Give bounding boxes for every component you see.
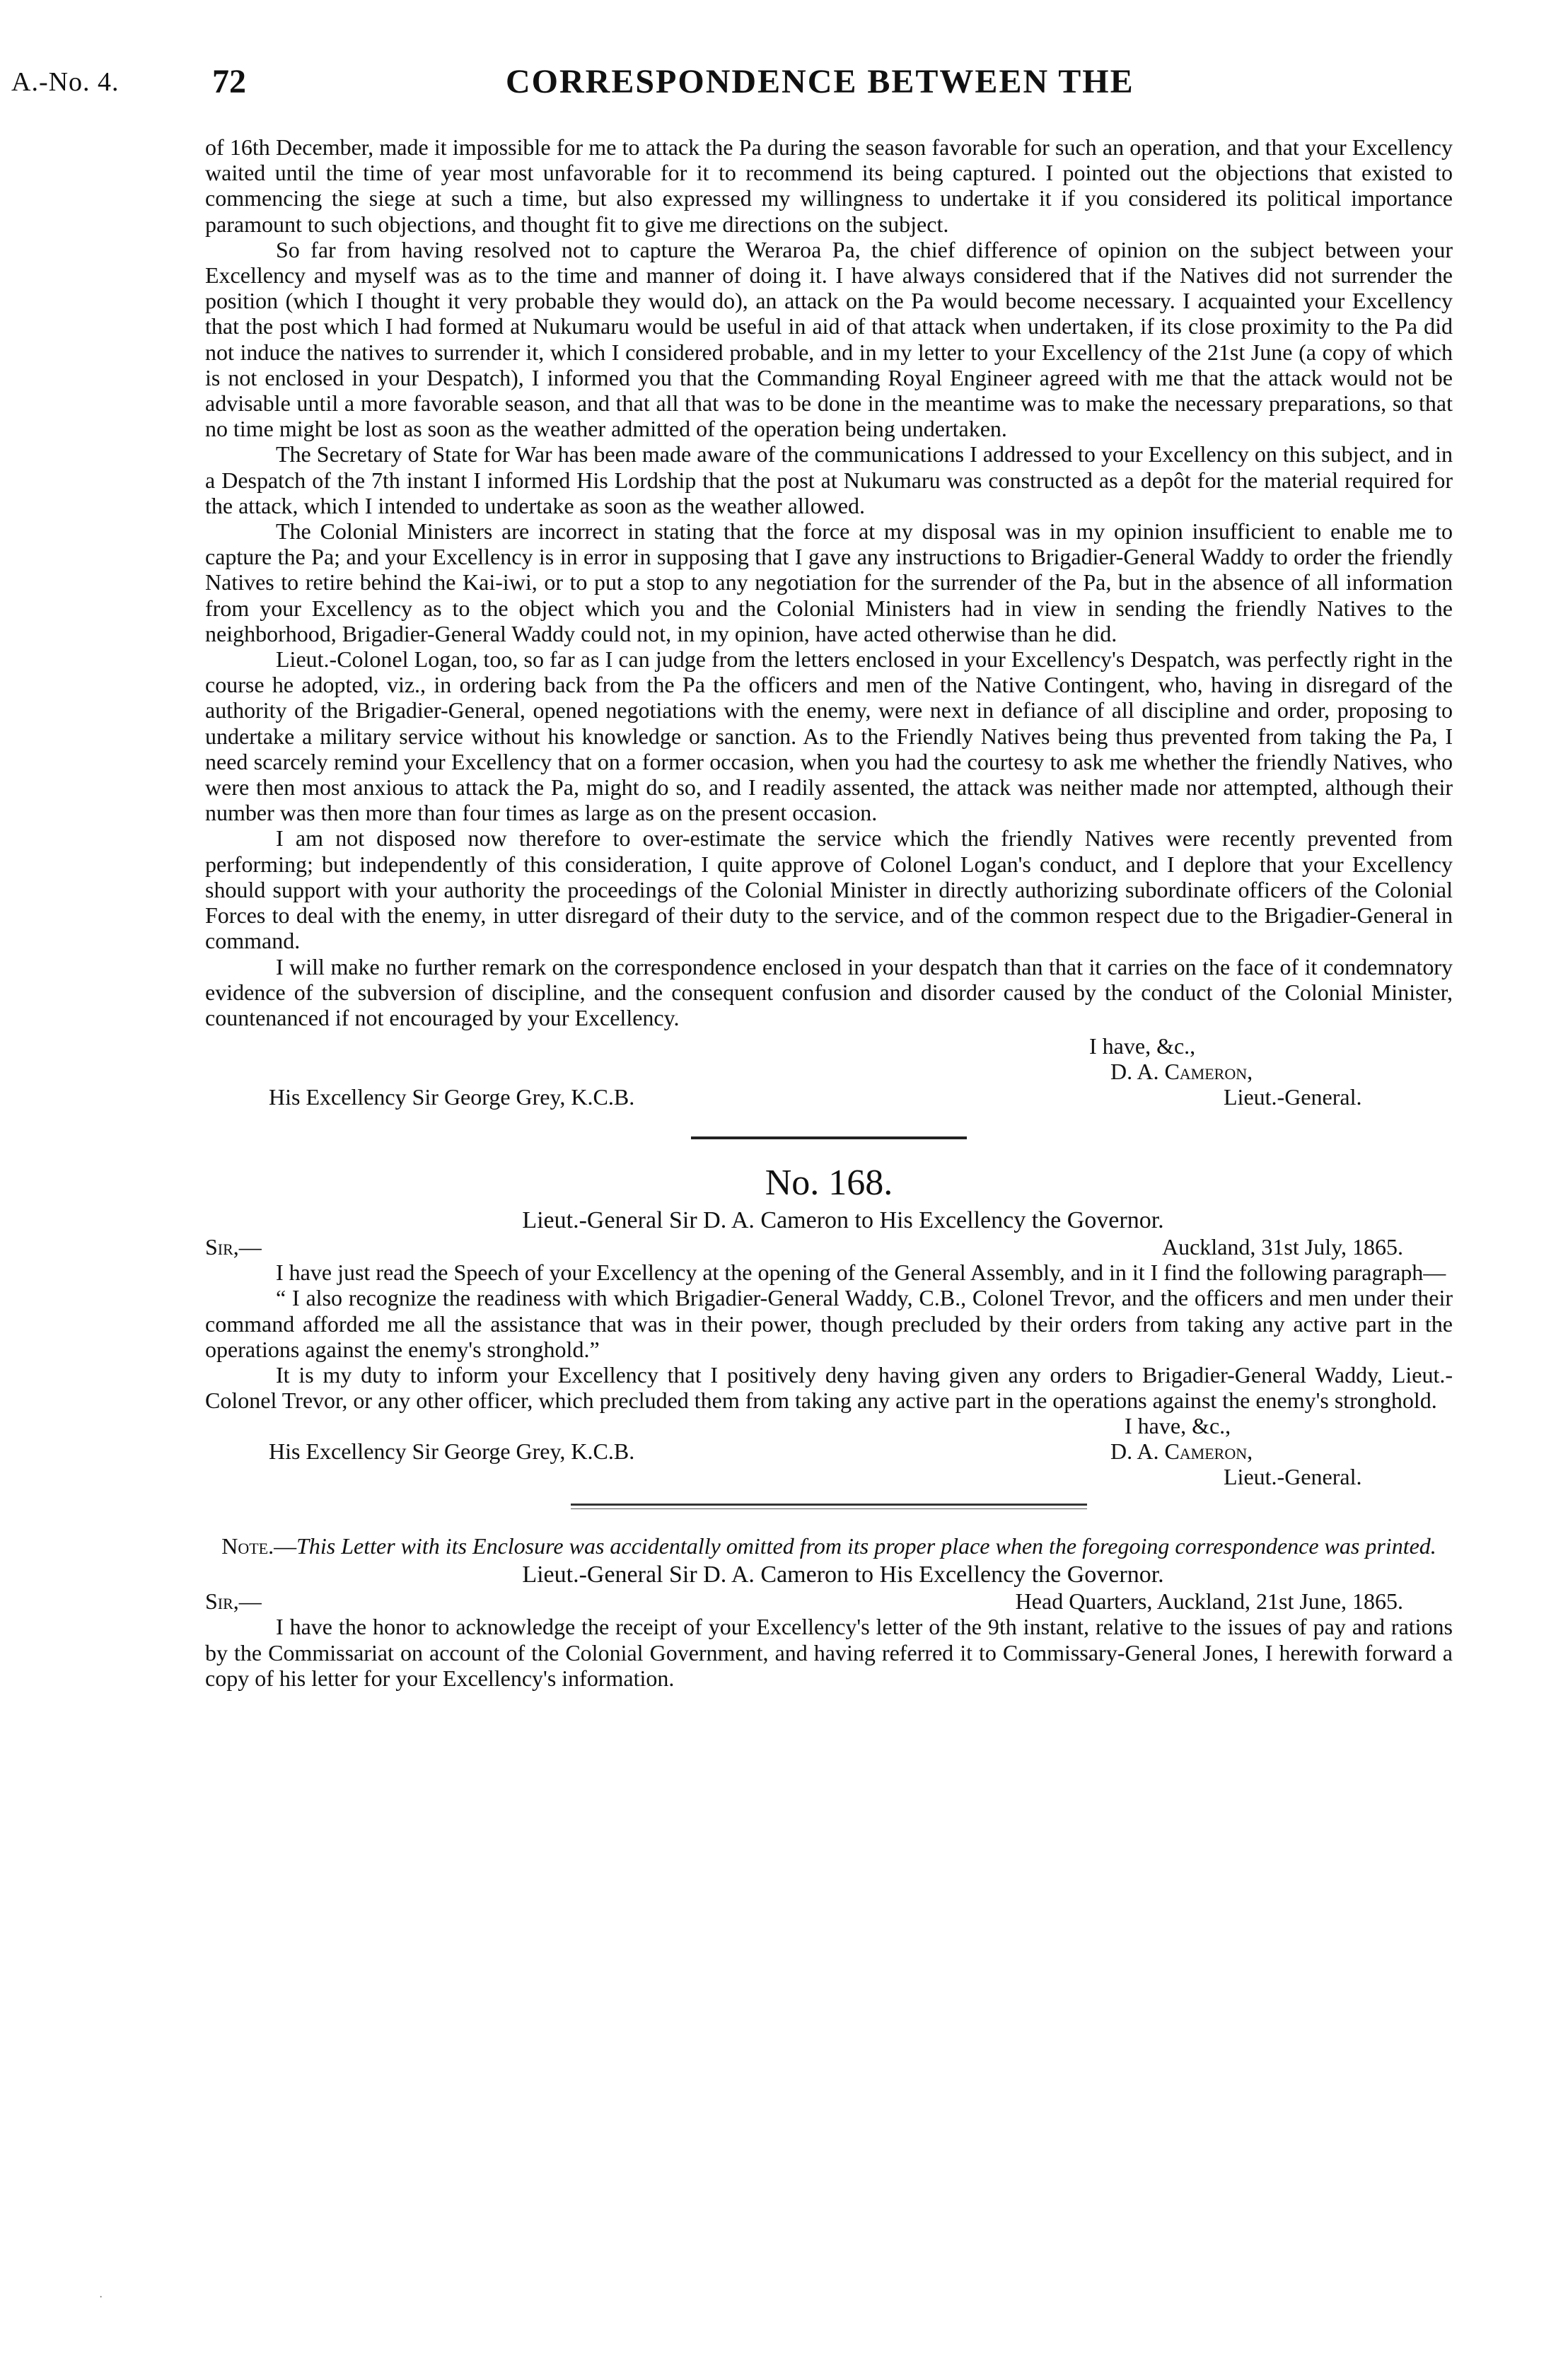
paragraph: of 16th December, made it impossible for me to attack the Pa during the season favorable for such an operation, and that your Excellency waited until the time of year most unfavorable for it to recommend its being captured. I pointed out the objections that existed to commencing the siege at such a time, but also expressed my willingness to undertake it if you considered its political importance paramount to such objections, and thought fit to give me directions on the subject. [205, 134, 1453, 237]
paragraph: I have the honor to acknowledge the receipt of your Excellency's letter of the 9th instant, relative to the issues of pay and rations by the Commissariat on account of the Colonial Government, and having referred it to Commissary-General Jones, I herewith forward a copy of his letter for your Excellency's information. [205, 1614, 1453, 1691]
letter-heading: Lieut.-General Sir D. A. Cameron to His Excellency the Governor. [522, 1562, 1164, 1588]
running-title: CORRESPONDENCE BETWEEN THE [506, 63, 1134, 100]
signatory-name: D. A. Cameron, [1110, 1438, 1253, 1465]
section-divider [571, 1504, 1087, 1506]
paragraph: I am not disposed now therefore to over-estimate the service which the friendly Natives were recently prevented from performing; but independently of this consideration, I quite approve of Colonel Logan's conduct, and I deplore that your Excellency should support with your authority the proceedings of the Colonial Minister in directly authorizing subordinate officers of the Colonial Forces to deal with the enemy, in utter disregard of their duty to the service, and of the common respect due to the Brigadier-General in command. [205, 825, 1453, 954]
note-text: This Letter with its Enclosure was accidentally omitted from its proper place when the foregoing correspondence was printed. [296, 1533, 1436, 1559]
salutation: Sir,— [205, 1588, 262, 1615]
page-number: 72 [212, 63, 246, 100]
paragraph: So far from having resolved not to capture the Weraroa Pa, the chief difference of opinion on the subject between your Excellency and myself was as to the time and manner of doing it. I have always considered that if the Natives did not surrender the position (which I thought it very probable they would do), an attack on the Pa would become necessary. I acquainted your Excellency that the post which I had formed at Nukumaru would be useful in aid of that attack when undertaken, if its close proximity to the Pa did not induce the natives to surrender it, which I considered probable, and in my letter to your Excellency of the 21st June (a copy of which is not enclosed in your Despatch), I informed you that the Commanding Royal Engineer agreed with me that the attack would not be advisable until a more favorable season, and that all that was to be done in the meantime was to make the necessary preparations, so that no time might be lost as soon as the weather admitted of the operation being undertaken. [205, 236, 1453, 442]
salutation-row [205, 1234, 1453, 1260]
letter-heading: Lieut.-General Sir D. A. Cameron to His Excellency the Governor. [522, 1207, 1164, 1234]
quotation: “ I also recognize the readiness with which Brigadier-General Waddy, C.B., Colonel Trevor, and the officers and men under their command afforded me all the assistance that was in their power, though precluded by their orders from taking any active part in the operations against the enemy's stronghold.” [205, 1285, 1453, 1362]
paragraph: The Colonial Ministers are incorrect in stating that the force at my disposal was in my opinion insufficient to enable me to capture the Pa; and your Excellency is in error in supposing that I gave any instructions to Brigadier-General Waddy to order the friendly Natives to retire behind the Kai-iwi, or to put a stop to any negotiation for the surrender of the Pa, but in the absence of all information from your Excellency as to the object which you and the Colonial Ministers had in view in sending the friendly Natives to the neighborhood, Brigadier-General Waddy could not, in my opinion, have acted otherwise than he did. [205, 518, 1453, 646]
salutation-row [205, 1588, 1453, 1614]
dateline: Auckland, 31st July, 1865. [1161, 1234, 1403, 1260]
paragraph: It is my duty to inform your Excellency that I positively deny having given any orders to Brigadier-General Waddy, Lieut.-Colonel Trevor, or any other officer, which precluded them from taking any active part in the operations against the enemy's stronghold. [205, 1361, 1453, 1414]
section-divider [571, 1508, 1087, 1509]
paragraph: Lieut.-Colonel Logan, too, so far as I can judge from the letters enclosed in your Excellency's Despatch, was perfectly right in the course he adopted, viz., in ordering back from the Pa the officers and men of the Native Contingent, who, having in disregard of the authority of the Brigadier-General, opened negotiations with the enemy, were next in defiance of all discipline and order, proposing to undertake a military service without his knowledge or sanction. As to the Friendly Natives being thus prevented from taking the Pa, I need scarcely remind your Excellency that on a former occasion, when you had the courtesy to ask me whether the friendly Natives, who were then most anxious to attack the Pa, might do so, and I readily assented, the attack was neither made nor attempted, although their number was then more than four times as large as on the present occasion. [205, 646, 1453, 826]
paragraph: The Secretary of State for War has been made aware of the communications I addressed to your Excellency on this subject, and in a Despatch of the 7th instant I informed His Lordship that the post at Nukumaru was constructed as a depôt for the material required for the attack, which I intended to undertake as soon as the weather allowed. [205, 441, 1453, 518]
signatory-rank: Lieut.-General. [1224, 1084, 1362, 1110]
note-label: Note.— [221, 1533, 297, 1559]
paragraph: I will make no further remark on the correspondence enclosed in your despatch than that it carries on the face of it condemnatory evidence of the subversion of discipline, and the consequent confusion and disorder caused by the conduct of the Colonial Minister, countenanced if not encouraged by your Excellency. [205, 953, 1453, 1030]
signature-block [205, 1030, 1453, 1111]
running-header [0, 62, 1568, 105]
letter-number: No. 168. [765, 1163, 893, 1204]
salutation: Sir,— [205, 1234, 262, 1260]
paragraph: I have just read the Speech of your Excellency at the opening of the General Assembly, and in it I find the following paragraph— [276, 1260, 1446, 1286]
print-speck: · [99, 2291, 103, 2303]
series-number: A.-No. 4. [11, 67, 120, 97]
closing-phrase: I have, &c., [1089, 1033, 1196, 1059]
signature-block [205, 1413, 1453, 1491]
closing-phrase: I have, &c., [1125, 1413, 1231, 1439]
signatory-name: D. A. Cameron, [1110, 1059, 1253, 1085]
addressee: His Excellency Sir George Grey, K.C.B. [269, 1438, 635, 1465]
addressee: His Excellency Sir George Grey, K.C.B. [269, 1084, 635, 1110]
signatory-rank: Lieut.-General. [1224, 1464, 1362, 1490]
dateline: Head Quarters, Auckland, 21st June, 1865. [1015, 1588, 1403, 1615]
editorial-note [205, 1533, 1453, 1559]
document-body [205, 134, 1453, 1691]
section-divider [691, 1136, 967, 1139]
